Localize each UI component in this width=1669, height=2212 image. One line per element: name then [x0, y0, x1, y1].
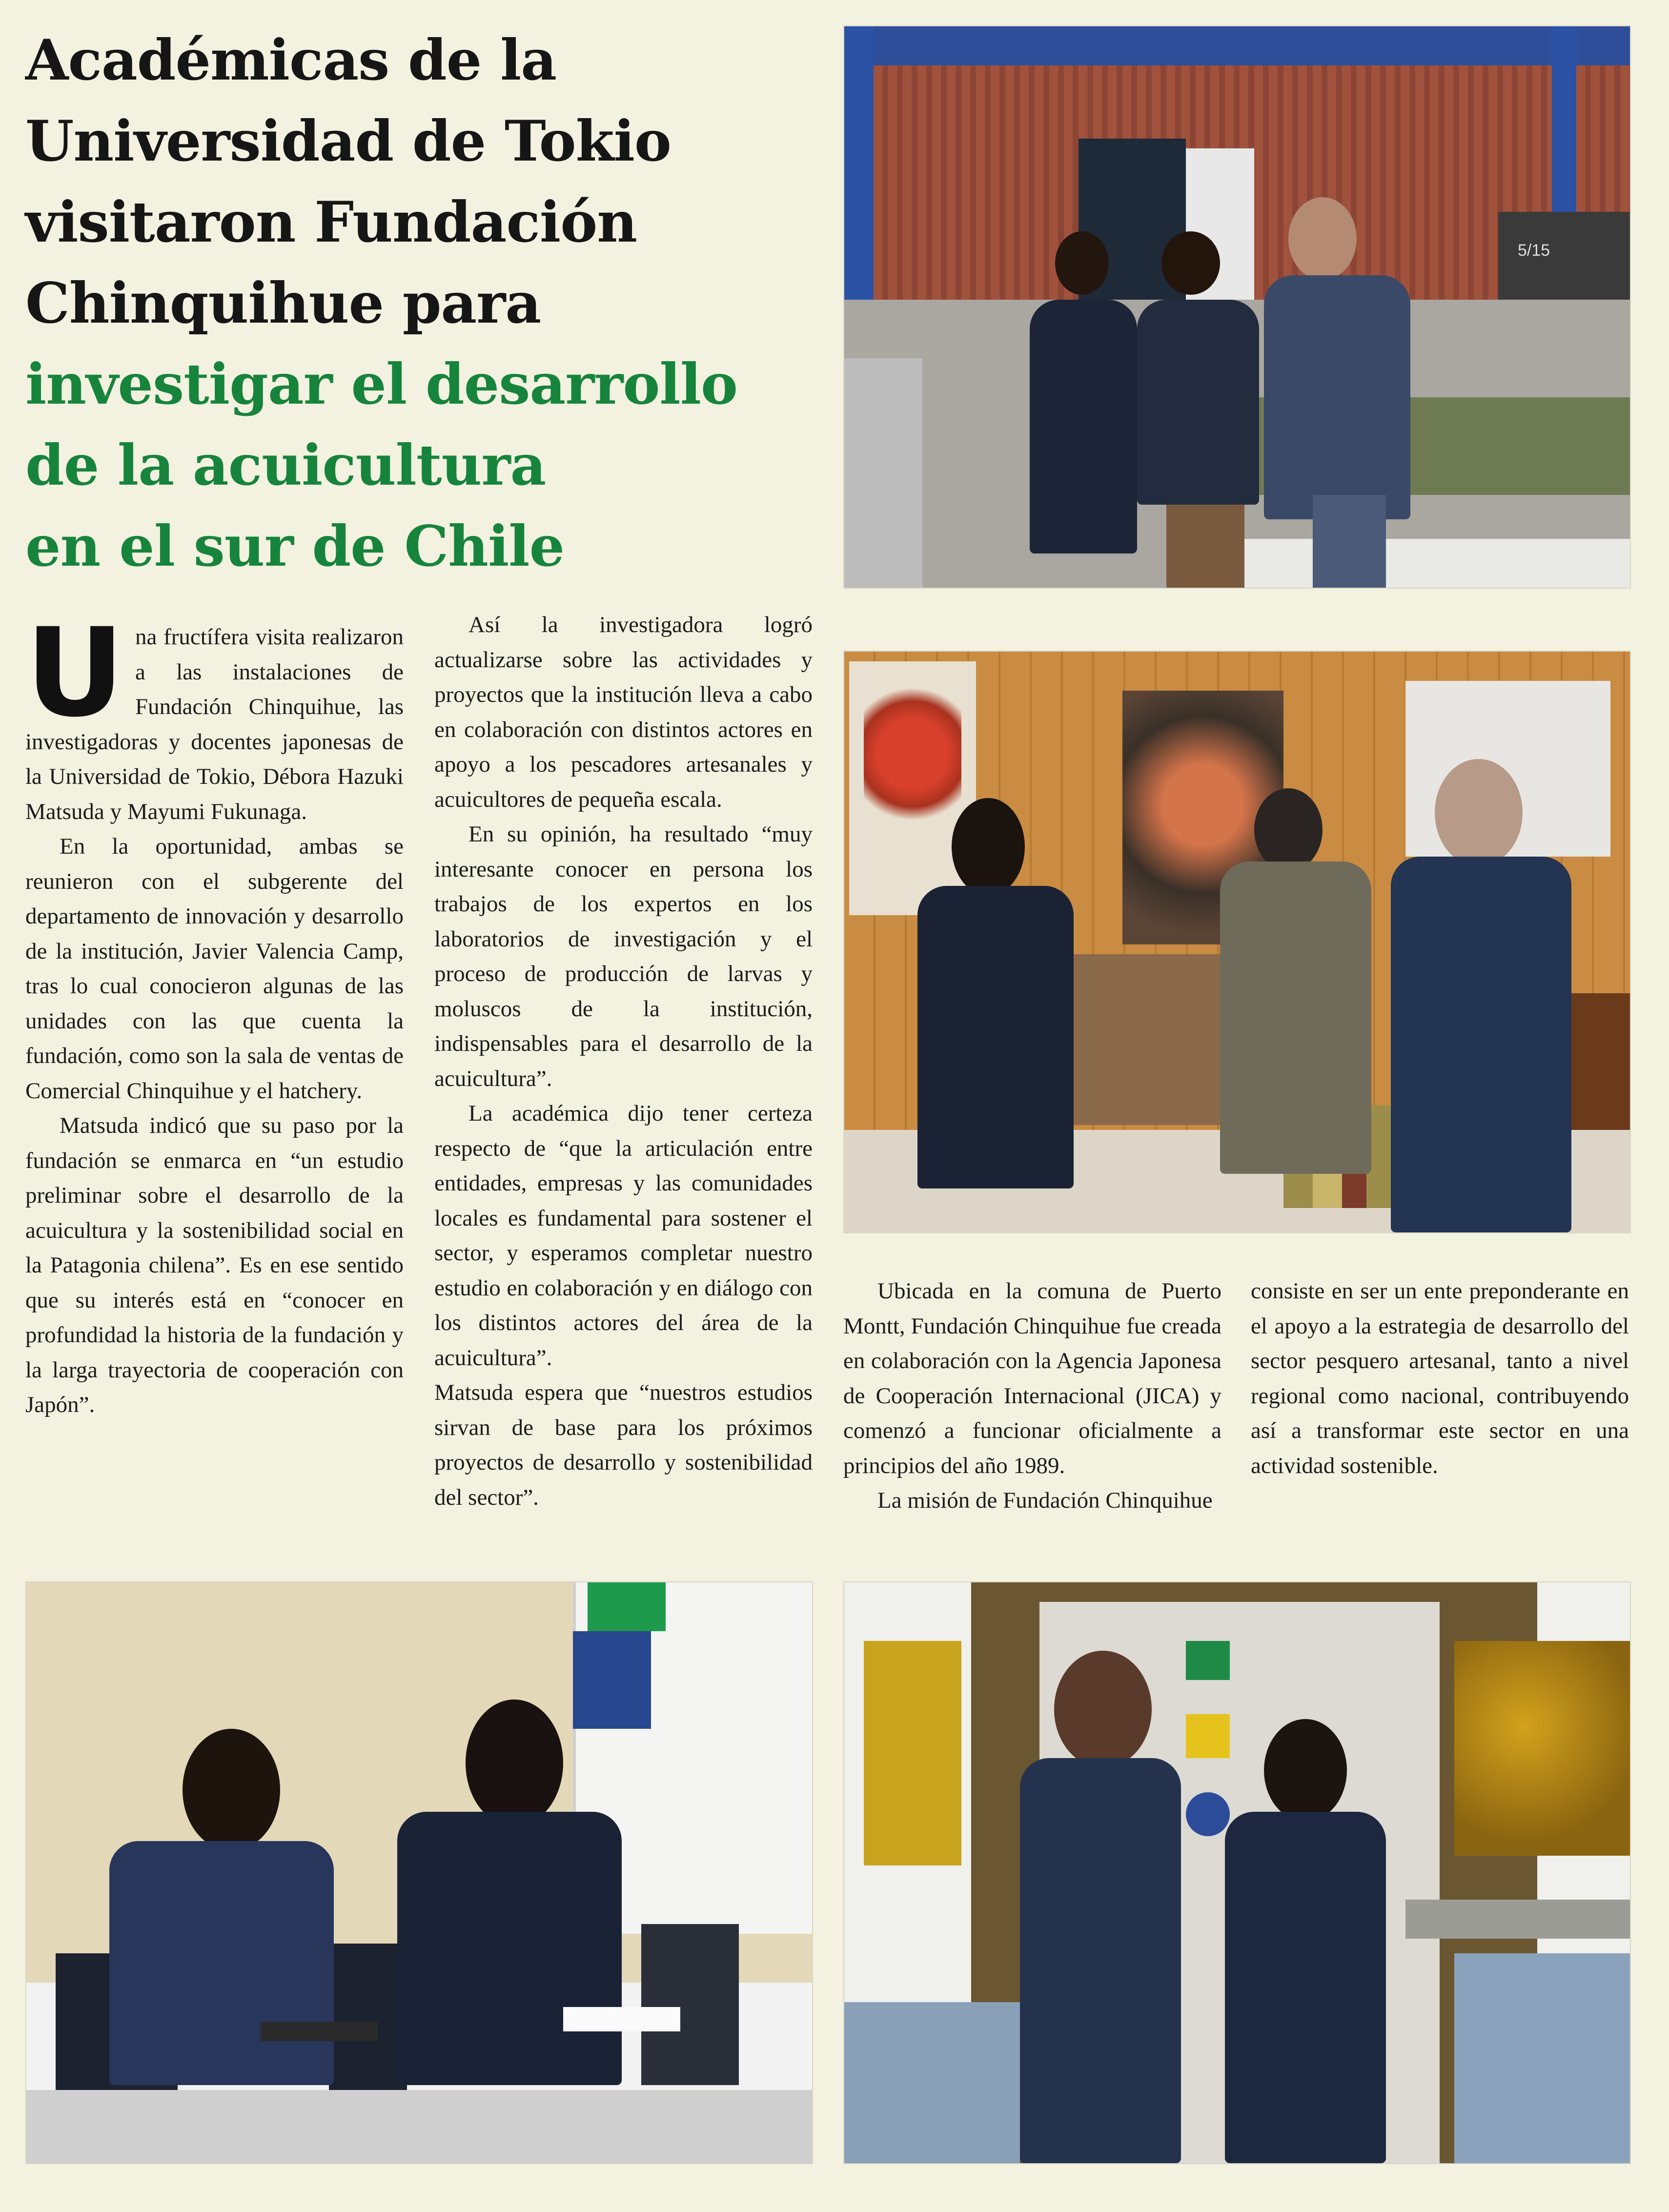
headline-line-4: Chinquihue para: [25, 270, 541, 336]
paragraph-meeting: En la oportunidad, ambas se reunieron con el subgerente del departamento de innovación y desarrollo de la institución, Javier Valencia Camp, tras lo cual conocieron algunas de las unidades con las que cuenta la fundación, como son la sala de ventas de Comercial Chinquihue y el hatchery.: [25, 834, 404, 1104]
headline-green-line-3: en el sur de Chile: [25, 513, 565, 579]
headline-line-2: Universidad de Tokio: [25, 108, 671, 174]
paragraph-activities: Así la investigadora logró actualizarse sobre las actividades y proyectos que la institución lleva a cabo en colaboración con distintos actores en apoyo a los pescadores artesanales y acuicultores de pequeña escala.: [434, 612, 813, 812]
photo-hatchery: [843, 1581, 1631, 2164]
paragraph-certainty: La académica dijo tener certeza respecto de “que la articulación entre entidades, empresas y las comunidades locales es fundamental para sostener el sector, y esperamos completar nuestro estudio en colaboración y en diálogo con los distintos actores del área de la acuicultura”.: [434, 1101, 813, 1371]
photo-lab-visit: [843, 651, 1631, 1233]
article-column-2: [434, 608, 813, 1515]
article-column-3: [843, 1274, 1221, 1518]
paragraph-location: Ubicada en la comuna de Puerto Montt, Fundación Chinquihue fue creada en colaboración con la Agencia Japonesa de Cooperación Internacional (JICA) y comenzó a funcionar oficialmente a principios del año 1989.: [843, 1278, 1221, 1478]
headline: [25, 20, 826, 587]
headline-green-line-2: de la acuicultura: [25, 432, 546, 498]
paragraph-expectation: Matsuda espera que “nuestros estudios sirvan de base para los próximos proyectos de desarrollo y sostenibilidad del sector”.: [434, 1380, 813, 1510]
dropcap: U: [25, 602, 125, 744]
paragraph-intro: [25, 602, 404, 829]
paragraph-opinion: En su opinión, ha resultado “muy interesante conocer en persona los trabajos de los expertos en los laboratorios de investigación y el proceso de producción de larvas y moluscos de la institución, indispensables para el desarrollo de la acuicultura”.: [434, 821, 813, 1091]
paragraph-matsuda: Matsuda indicó que su paso por la fundación se enmarca en “un estudio preliminar sobre el desarrollo de la acuicultura y la sostenibilidad social en la Patagonia chilena”. Es en ese sentido que su interés está en “conocer en profundidad la historia de la fundación y la larga trayectoria de cooperación con Japón”.: [25, 1113, 404, 1417]
headline-line-3: visitaron Fundación: [25, 189, 637, 255]
photo-meeting-table: [25, 1581, 813, 2164]
paragraph-intro-text: na fructífera visita realizaron a las instalaciones de Fundación Chinquihue, las investigadoras y docentes japonesas de la Universidad de Tokio, Débora Hazuki Matsuda y Mayumi Fukunaga.: [25, 624, 404, 824]
paragraph-mission-end: consiste en ser un ente preponderante en el apoyo a la estrategia de desarrollo del sector pesquero artesanal, tanto a nivel regional como nacional, contribuyendo así a transformar este sector en una actividad sostenible.: [1251, 1278, 1629, 1478]
article-column-1: [25, 602, 404, 1423]
sign-515: 5/15: [1518, 241, 1550, 260]
headline-green-line-1: investigar el desarrollo: [25, 351, 738, 417]
paragraph-mission-start: La misión de Fundación Chinquihue: [877, 1488, 1213, 1513]
article-column-4: [1251, 1274, 1629, 1483]
photo-outdoor-tanks: [843, 25, 1631, 589]
headline-line-1: Académicas de la: [25, 27, 557, 93]
